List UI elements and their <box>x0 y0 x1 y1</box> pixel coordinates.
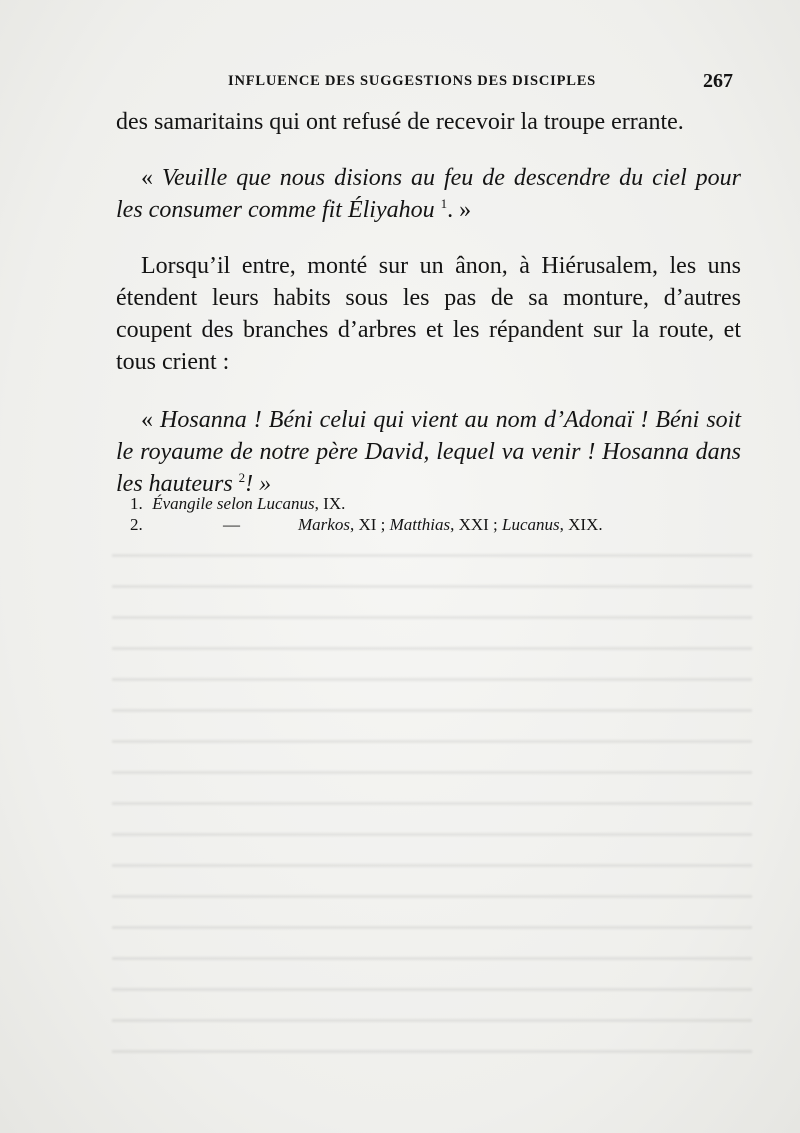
quote-open-mark: « <box>141 407 153 433</box>
quote-close-mark: ! » <box>245 471 272 497</box>
footnote-number: 1. <box>130 494 143 513</box>
footnote-chapter: , XI ; <box>349 515 390 534</box>
footnote-chapter: , IX. <box>314 494 346 513</box>
footnote-source-markos: Markos <box>298 515 350 534</box>
footnote-chapter: , XXI ; <box>450 515 503 534</box>
quote-close-mark: . » <box>447 197 472 223</box>
quote-eliyahou <box>116 162 741 226</box>
body-text <box>116 106 741 500</box>
ditto-dash: — <box>223 515 240 534</box>
page-number: 267 <box>703 70 733 92</box>
footnote-1 <box>130 493 650 514</box>
footnotes <box>130 493 650 535</box>
quote-hosanna-text: Hosanna ! Béni celui qui vient au nom d’Adonaï ! Béni soit le royaume de notre père David, lequel va venir ! Hosanna dans les hauteurs <box>116 407 741 497</box>
quote-eliyahou-text: Veuille que nous disions au feu de descendre du ciel pour les consumer comme fit Éliyahou <box>116 165 742 223</box>
reverse-side-show-through <box>112 540 752 1080</box>
footnote-number: 2. <box>130 515 143 534</box>
quote-hosanna <box>116 404 741 500</box>
paragraph-samaritains: des samaritains qui ont refusé de recevoir la troupe errante. <box>116 109 684 135</box>
footnote-ref-2[interactable]: 2 <box>238 470 246 485</box>
paragraph-hierusalem: Lorsqu’il entre, monté sur un ânon, à Hiérusalem, les uns étendent leurs habits sous les pas de sa monture, d’autres coupent des branches d’arbres et les répandent sur la route, et tous crient : <box>116 253 741 375</box>
footnote-2 <box>130 514 650 535</box>
quote-open-mark: « <box>141 165 153 191</box>
footnote-ref-1[interactable]: 1 <box>440 196 448 211</box>
footnote-source-matthias: Matthias <box>389 515 451 534</box>
footnote-source-lucanus: Lucanus <box>502 515 560 534</box>
page-header <box>0 68 800 98</box>
footnote-chapter: , XIX. <box>559 515 603 534</box>
running-title: INFLUENCE DES SUGGESTIONS DES DISCIPLES <box>228 73 597 89</box>
footnote-source: Évangile selon Lucanus <box>152 494 315 513</box>
